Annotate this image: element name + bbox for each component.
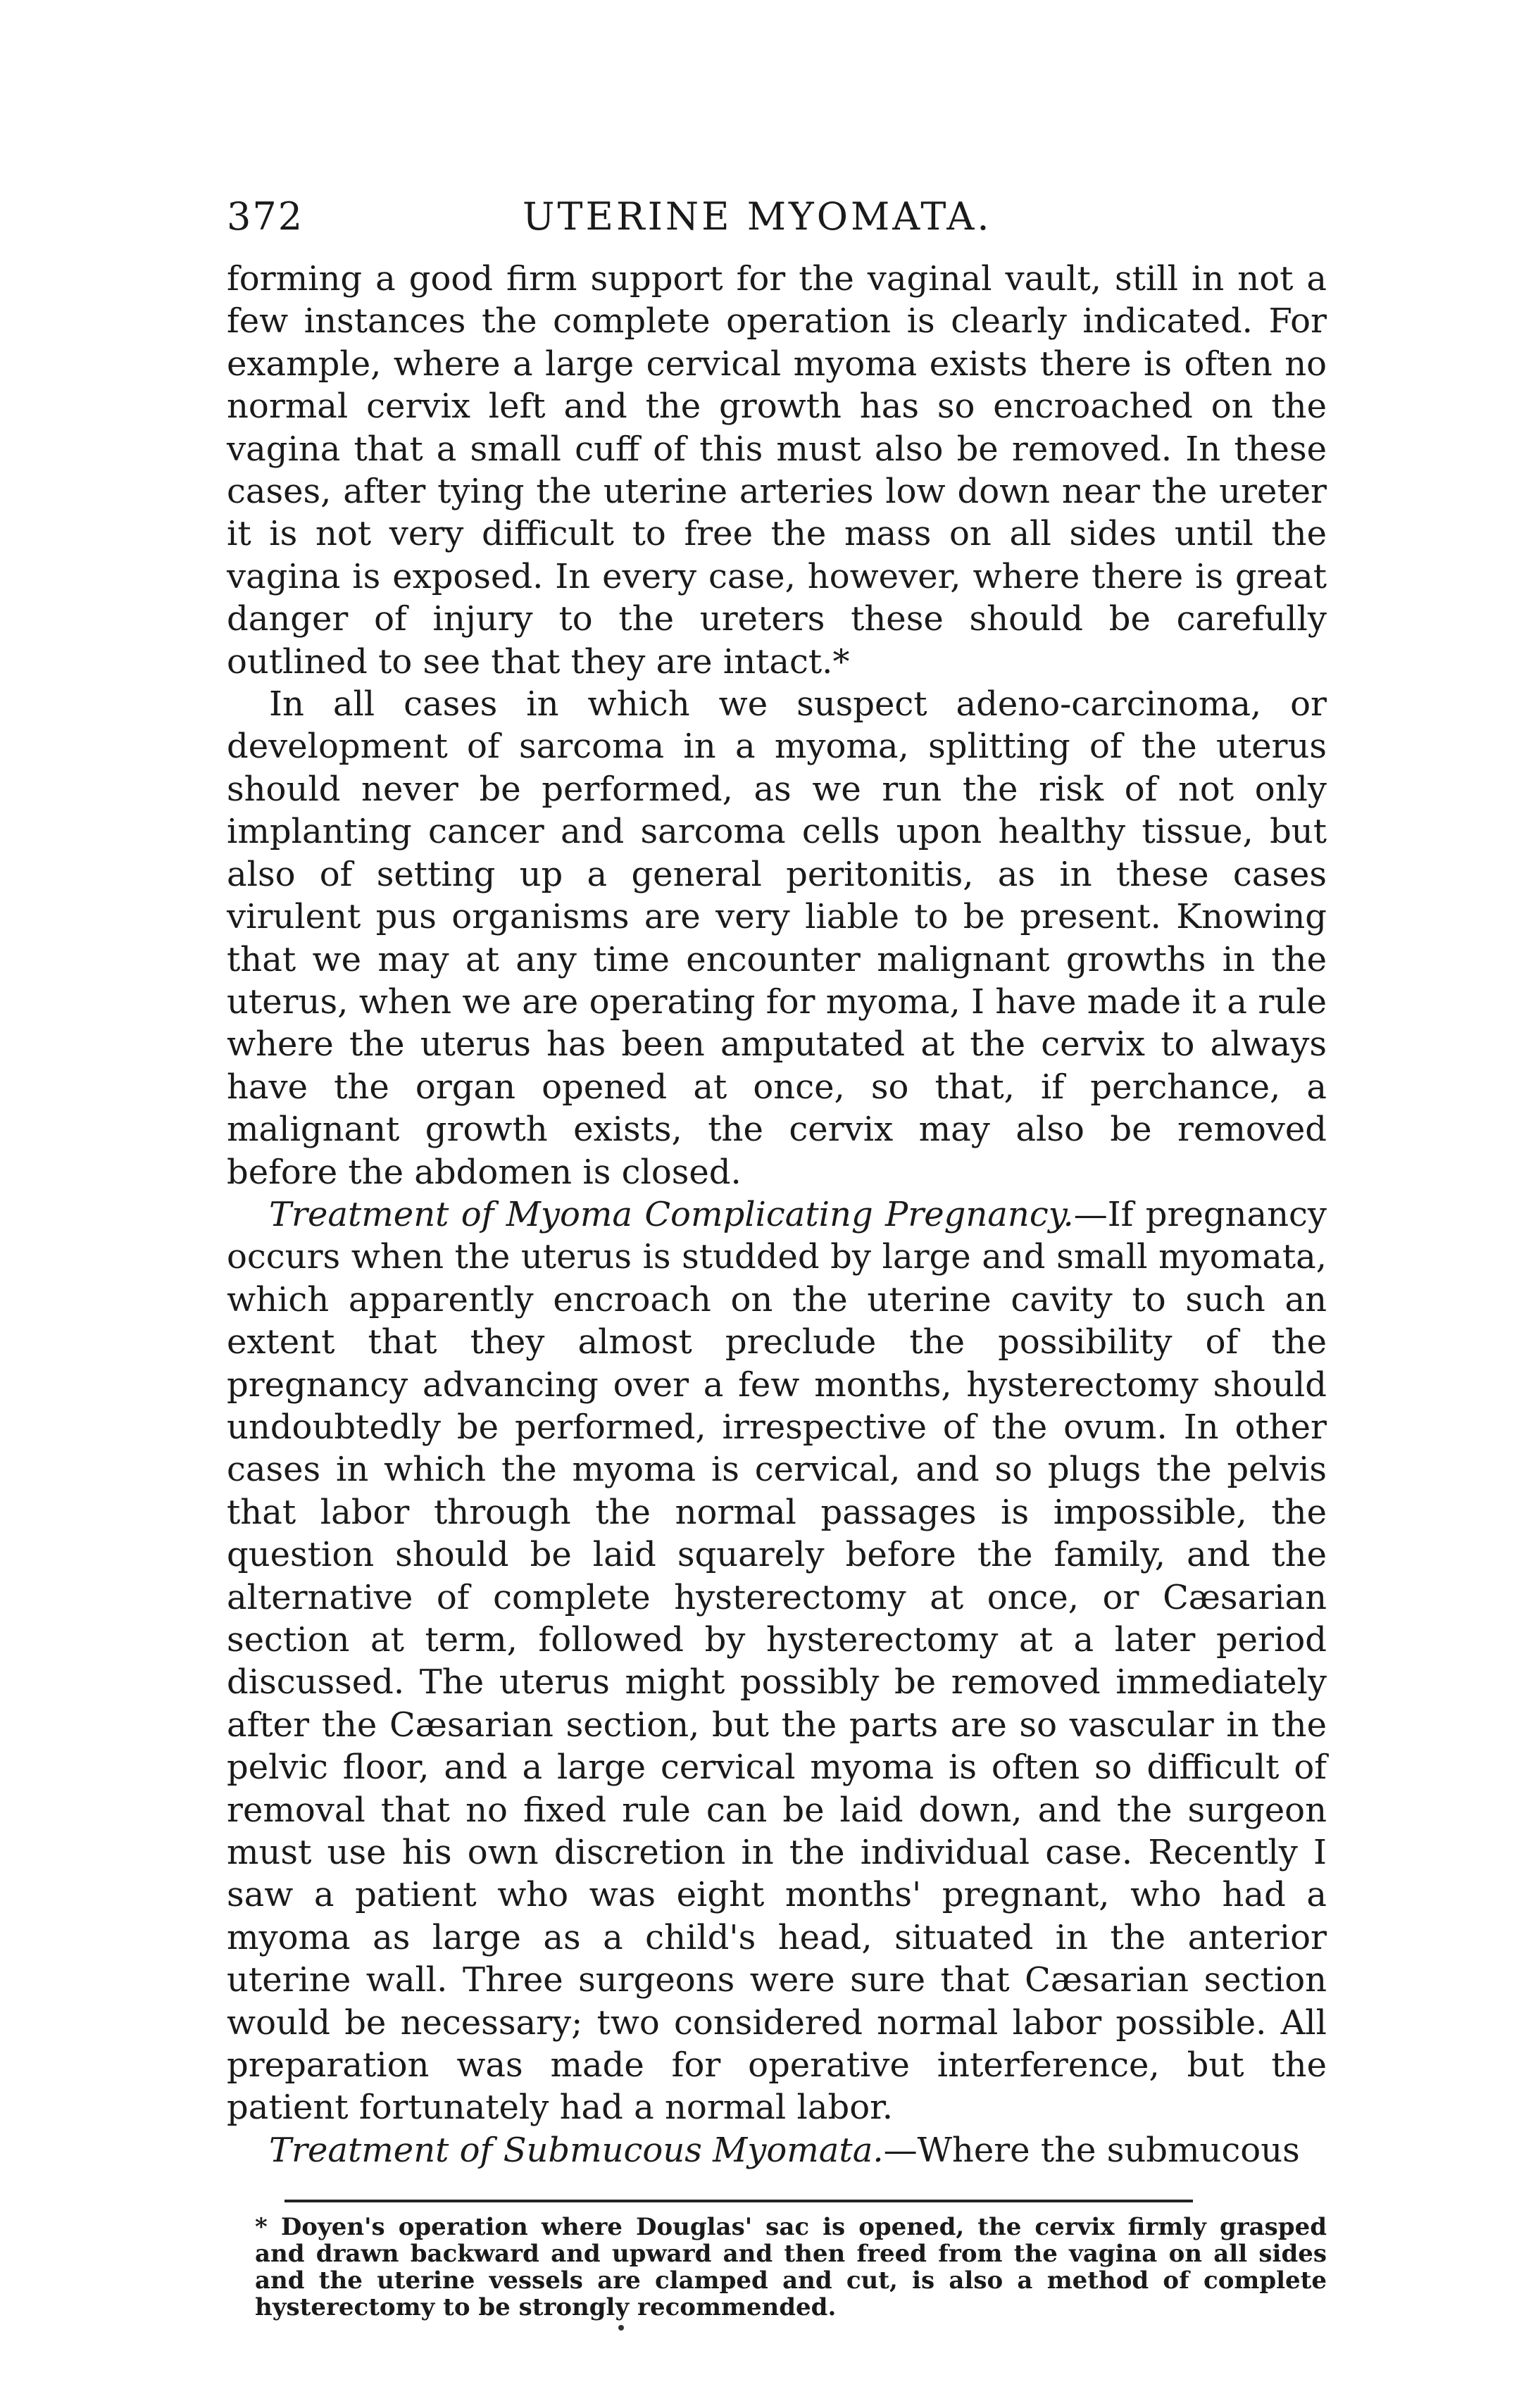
section-heading-submucous-myomata: Treatment of Submucous Myomata.	[269, 2130, 884, 2170]
page-number: 372	[227, 194, 304, 239]
section-heading-myoma-pregnancy: Treatment of Myoma Complicating Pregnancy.	[269, 1194, 1074, 1234]
footnote-divider	[285, 2200, 1193, 2202]
running-header	[227, 194, 1327, 258]
paragraph-submucous-myomata	[227, 2129, 1327, 2171]
paragraph-myoma-pregnancy	[227, 1193, 1327, 2129]
section-text-submucous-myomata: —Where the submucous	[883, 2130, 1300, 2170]
section-text-myoma-pregnancy: —If pregnancy occurs when the uterus is studded by large and small myomata, which apparently encroach on the uterine cavity to such an extent that they almost preclude the possibility of the pregnancy advancing over a few months, hysterectomy should undoubtedly be performed, irrespective of the ovum. In other cases in which the myoma is cervical, and so plugs the pelvis that labor through the normal passages is impossible, the question should be laid squarely before the family, and the alternative of complete hysterectomy at once, or Cæsarian section at term, followed by hysterectomy at a later period discussed. The uterus might possibly be removed immediately after the Cæsarian section, but the parts are so vascular in the pelvic floor, and a large cervical myoma is often so difficult of removal that no fixed rule can be laid down, and the surgeon must use his own discretion in the individual case. Recently I saw a patient who was eight months' pregnant, who had a myoma as large as a child's head, situated in the anterior uterine wall. Three surgeons were sure that Cæsarian section would be necessary; two considered normal labor possible. All preparation was made for operative interference, but the patient fortunately had a normal labor.	[227, 1194, 1327, 2128]
paragraph-continuation: forming a good firm support for the vaginal vault, still in not a few instances the complete operation is clearly indicated. For example, where a large cervical myoma exists there is often no normal cervix left and the growth has so encroached on the vagina that a small cuff of this must also be removed. In these cases, after tying the uterine arteries low down near the ureter it is not very difficult to free the mass on all sides until the vagina is exposed. In every case, however, where there is great danger of injury to the ureters these should be carefully outlined to see that they are intact.*	[227, 259, 1327, 682]
paragraph-adeno-carcinoma: In all cases in which we suspect adeno-carcinoma, or development of sarcoma in a myoma, splitting of the uterus should never be performed, as we run the risk of not only implanting cancer and sarcoma cells upon healthy tissue, but also of setting up a general peritonitis, as in these cases virulent pus organisms are very liable to be present. Knowing that we may at any time encounter malignant growths in the uterus, when we are operating for myoma, I have made it a rule where the uterus has been amputated at the cervix to always have the organ opened at once, so that, if perchance, a malignant growth exists, the cervix may also be removed before the abdomen is closed.	[227, 684, 1327, 1192]
book-page	[227, 194, 1327, 2321]
footnote	[227, 2214, 1327, 2321]
running-title: UTERINE MYOMATA.	[523, 194, 992, 239]
page-mark	[618, 2325, 624, 2331]
body-text	[227, 258, 1327, 2171]
footnote-text: * Doyen's operation where Douglas' sac is opened, the cervix firmly grasped and drawn backward and upward and then freed from the vagina on all sides and the uterine vessels are clamped and cut, is also a method of complete hysterectomy to be strongly recommended.	[255, 2213, 1327, 2322]
